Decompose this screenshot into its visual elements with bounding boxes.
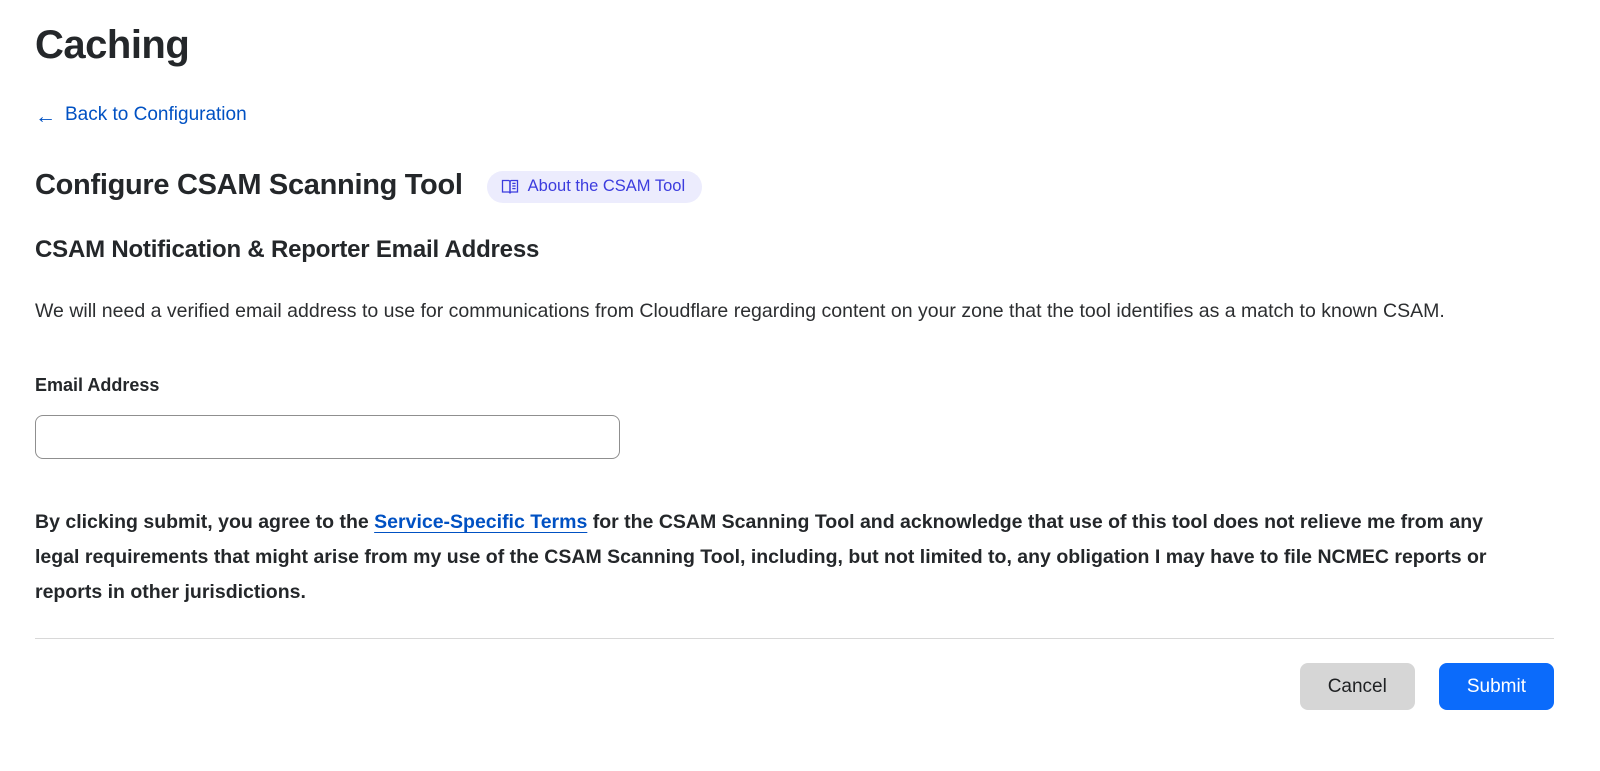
- email-address-input[interactable]: [35, 415, 620, 459]
- footer-divider: [35, 638, 1554, 639]
- book-open-icon: [501, 179, 519, 195]
- terms-paragraph: [35, 505, 1515, 610]
- back-arrow-icon: ←: [35, 104, 56, 128]
- terms-text-after: for the CSAM Scanning Tool and acknowledge that use of this tool does not relieve me from any legal requirements that might arise from my use of the CSAM Scanning Tool, including, but not limited to, any obligation I may have to file NCMEC reports or reports in other jurisdictions.: [35, 510, 1487, 603]
- back-link-row: [35, 104, 1554, 127]
- section-heading: CSAM Notification & Reporter Email Address: [35, 235, 540, 263]
- email-address-label: Email Address: [35, 374, 160, 395]
- submit-button[interactable]: Submit: [1439, 663, 1554, 710]
- back-link-label: Back to Configuration: [65, 104, 247, 125]
- config-header: [35, 169, 1554, 202]
- page-title: Caching: [35, 23, 190, 67]
- footer-actions: [35, 663, 1554, 710]
- about-badge-label: About the CSAM Tool: [527, 177, 686, 196]
- service-specific-terms-link[interactable]: Service-Specific Terms: [374, 510, 588, 533]
- config-title: Configure CSAM Scanning Tool: [35, 168, 463, 201]
- about-csam-tool-badge[interactable]: [487, 171, 702, 203]
- terms-text-before: By clicking submit, you agree to the: [35, 510, 375, 533]
- section-description: We will need a verified email address to use for communications from Cloudflare regarding content on your zone that the tool identifies as a match to known CSAM.: [35, 299, 1445, 322]
- back-to-configuration-link[interactable]: [35, 104, 247, 126]
- cancel-button[interactable]: Cancel: [1300, 663, 1415, 710]
